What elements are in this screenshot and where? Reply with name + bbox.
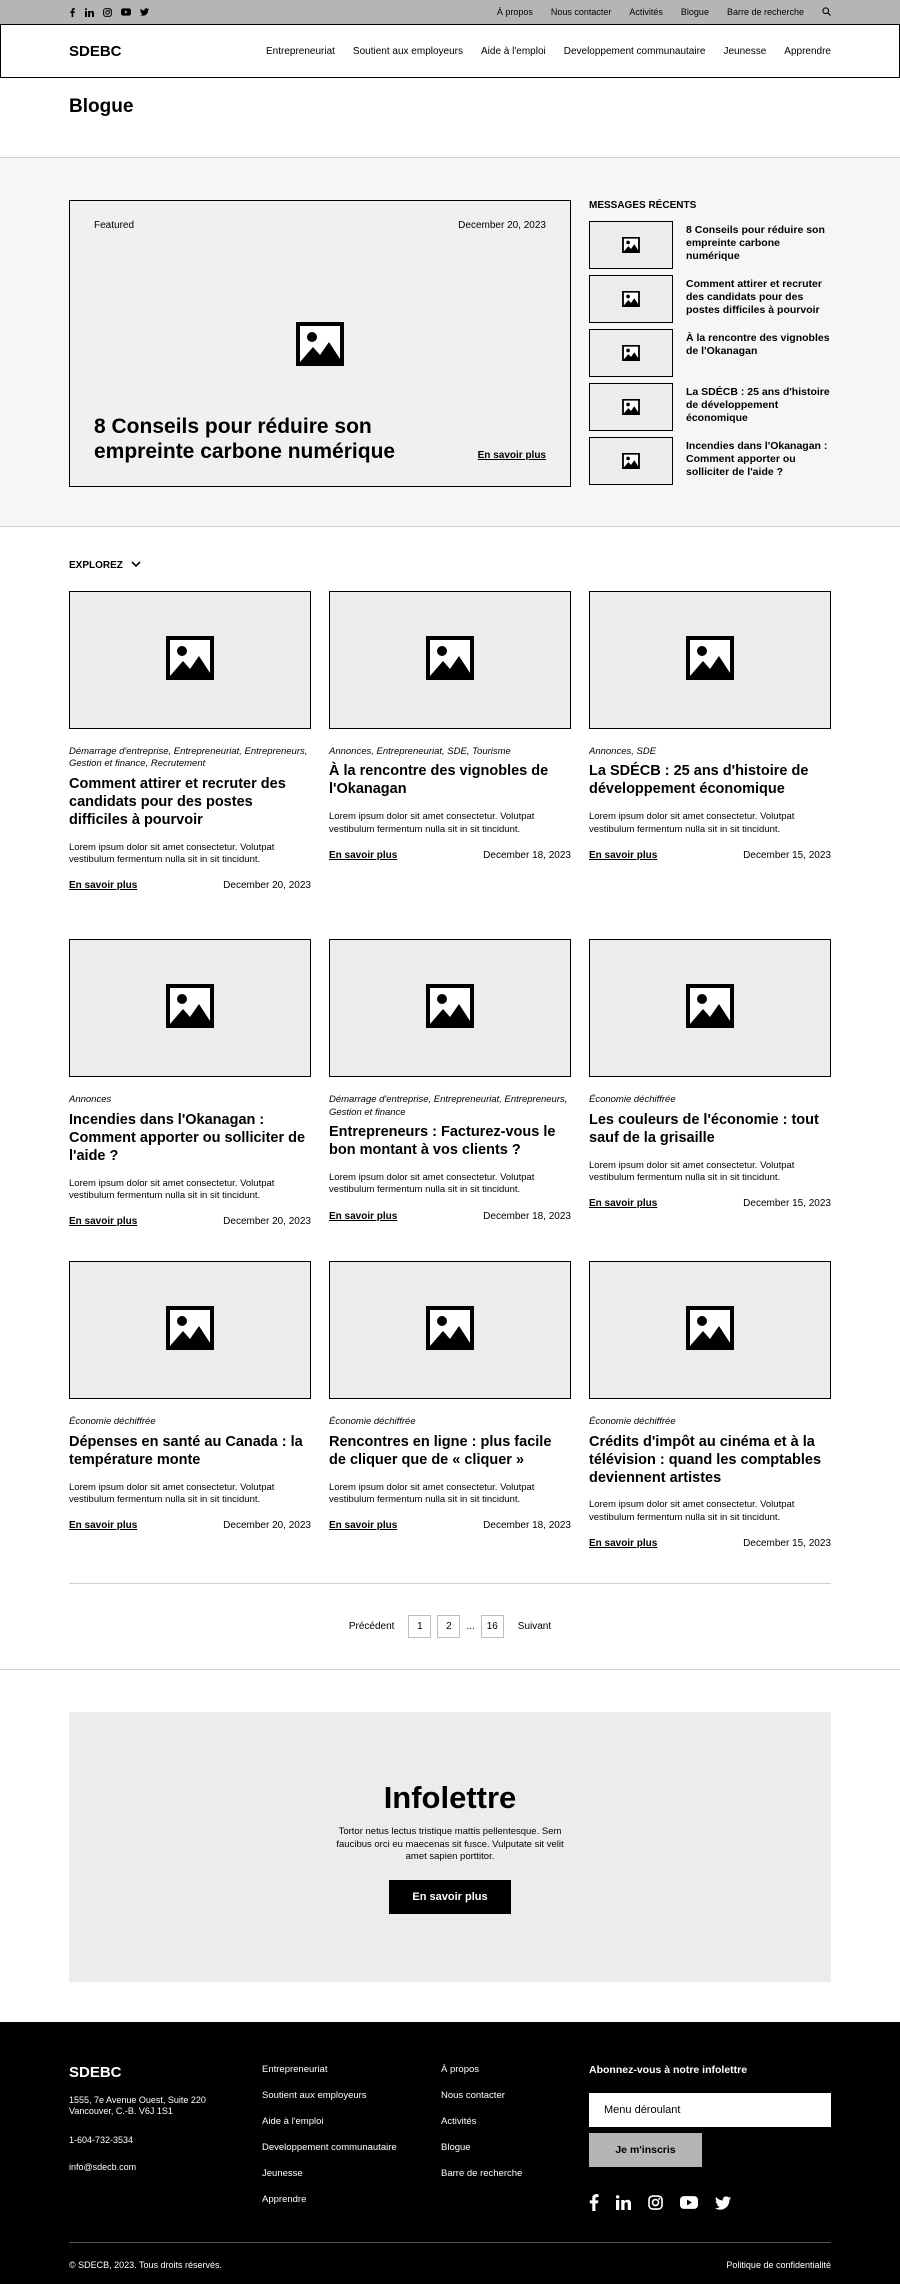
post-categories[interactable]: Économie déchiffrée [69,1416,156,1428]
post-date: December 18, 2023 [483,849,571,861]
post-categories[interactable]: Économie déchiffrée [589,1416,676,1428]
footer-contact [69,2064,219,2172]
pagination [0,1584,900,1670]
post-excerpt: Lorem ipsum dolor sit amet consectetur. Volutpat vestibulum fermentum nulla sit in sit tincidunt. [69,841,275,865]
post-date: December 15, 2023 [743,849,831,861]
image-placeholder-icon [589,329,673,377]
post-title[interactable]: Crédits d'impôt au cinéma et à la télévision : quand les comptables deviennent artistes [589,1433,822,1486]
explore-dropdown[interactable] [69,557,831,573]
recent-post-item[interactable] [589,221,831,269]
footer-copyright: © SDECB, 2023. Tous droits réservés. [69,2260,223,2271]
footer-link-developpement-communautaire[interactable]: Developpement communautaire [262,2142,397,2154]
explore-label: EXPLOREZ [69,559,123,571]
featured-title[interactable]: 8 Conseils pour réduire son empreinte carbone numérique [94,415,396,464]
post-read-more-link[interactable]: En savoir plus [589,1538,658,1550]
featured-date: December 20, 2023 [458,220,546,231]
footer-link-entrepreneuriat[interactable]: Entrepreneuriat [262,2064,328,2076]
featured-section [0,158,900,527]
post-read-more-link[interactable]: En savoir plus [329,1210,398,1222]
post-excerpt: Lorem ipsum dolor sit amet consectetur. Volutpat vestibulum fermentum nulla sit in sit tincidunt. [329,1481,535,1505]
instagram-icon[interactable] [103,8,112,17]
footer-link-blogue[interactable]: Blogue [441,2142,471,2154]
footer-phone[interactable]: 1-604-732-3534 [69,2134,134,2145]
footer-social-links [589,2194,831,2211]
post-title[interactable]: Entrepreneurs : Facturez-vous le bon montant à vos clients ? [329,1123,556,1158]
featured-post-card[interactable] [69,200,571,487]
page-title-section [0,78,900,158]
footer-subscribe [589,2064,831,2211]
post-date: December 15, 2023 [743,1198,831,1210]
image-placeholder-icon [589,221,673,269]
footer-link-nous-contacter[interactable]: Nous contacter [441,2090,505,2102]
featured-read-more-link[interactable]: En savoir plus [477,450,546,461]
post-read-more-link[interactable]: En savoir plus [329,849,398,861]
newsletter-text: Tortor netus lectus tristique mattis pellentesque. Sem faucibus orci eu maecenas sit fusce. Vulputate sit velit amet sapien porttitor. [336,1826,564,1862]
pagination-ellipsis: ... [466,1621,475,1633]
image-placeholder-icon [426,636,474,685]
post-card[interactable] [329,1261,571,1549]
post-read-more-link[interactable]: En savoir plus [329,1520,398,1532]
post-card[interactable] [69,1261,311,1549]
nav-item-aide-a-lemploi[interactable]: Aide à l'emploi [481,45,546,57]
nav-item-soutient-aux-employeurs[interactable]: Soutient aux employeurs [352,45,463,57]
nav-item-entrepreneuriat[interactable]: Entrepreneuriat [265,45,335,57]
recent-post-item[interactable] [589,329,831,377]
recent-post-item[interactable] [589,383,831,431]
post-read-more-link[interactable]: En savoir plus [69,1520,138,1532]
post-image[interactable] [329,591,571,729]
post-title[interactable]: Les couleurs de l'économie : tout sauf de la grisaille [589,1111,819,1146]
twitter-icon[interactable] [715,2196,731,2210]
site-logo[interactable]: SDEBC [69,42,122,60]
footer-link-aide-a-lemploi[interactable]: Aide à l'emploi [262,2116,324,2128]
pagination-page-1[interactable]: 1 [408,1615,431,1638]
top-link-blogue[interactable]: Blogue [680,7,709,17]
footer-link-barre-de-recherche[interactable]: Barre de recherche [441,2168,523,2180]
newsletter-box [69,1712,831,1982]
post-categories[interactable]: Annonces, SDE [589,746,657,757]
main-nav [266,46,831,57]
post-excerpt: Lorem ipsum dolor sit amet consectetur. Volutpat vestibulum fermentum nulla sit in sit tincidunt. [329,1171,535,1196]
post-image[interactable] [69,939,311,1077]
post-card[interactable] [69,939,311,1227]
post-categories[interactable]: Annonces [69,1094,112,1106]
recent-post-item[interactable] [589,275,831,323]
featured-tag: Featured [94,220,135,231]
youtube-icon[interactable] [121,8,131,16]
post-image[interactable] [329,939,571,1077]
post-title[interactable]: Rencontres en ligne : plus facile de cliquer que de « cliquer » [329,1433,552,1468]
post-image[interactable] [69,591,311,729]
image-placeholder-icon [166,984,214,1033]
image-placeholder-icon [166,1306,214,1355]
post-title[interactable]: La SDÉCB : 25 ans d'histoire de développement économique [589,763,809,798]
image-placeholder-icon [686,636,734,685]
post-title[interactable]: À la rencontre des vignobles de l'Okanagan [329,763,549,798]
image-placeholder-icon [589,437,673,485]
top-links [497,7,831,18]
top-link-a-propos[interactable]: À propos [496,7,533,17]
post-read-more-link[interactable]: En savoir plus [69,1216,138,1228]
post-excerpt: Lorem ipsum dolor sit amet consectetur. Volutpat vestibulum fermentum nulla sit in sit tincidunt. [589,811,795,835]
nav-item-developpement-communautaire[interactable]: Developpement communautaire [563,45,706,57]
posts-grid [69,591,831,1549]
post-card[interactable] [329,939,571,1227]
linkedin-icon[interactable] [85,8,94,17]
image-placeholder-icon [686,1306,734,1355]
image-placeholder-icon [426,1306,474,1355]
footer-dropdown-menu[interactable]: Menu déroulant [589,2093,831,2127]
page-title: Blogue [69,96,134,117]
recent-post-title[interactable]: Comment attirer et recruter des candidats pour des postes difficiles à pourvoir [686,278,822,316]
post-date: December 15, 2023 [743,1538,831,1550]
post-title[interactable]: Incendies dans l'Okanagan : Comment apporter ou solliciter de l'aide ? [69,1111,306,1164]
post-card[interactable] [69,591,311,891]
top-link-barre-de-recherche[interactable]: Barre de recherche [726,7,804,17]
post-card[interactable] [589,939,831,1227]
post-card[interactable] [589,591,831,891]
post-categories[interactable]: Économie déchiffrée [329,1416,416,1428]
post-excerpt: Lorem ipsum dolor sit amet consectetur. Volutpat vestibulum fermentum nulla sit in sit tincidunt. [69,1481,275,1505]
image-placeholder-icon [589,383,673,431]
footer-logo[interactable]: SDEBC [69,2064,122,2082]
post-card[interactable] [329,591,571,891]
recent-post-title[interactable]: Incendies dans l'Okanagan : Comment apporter ou solliciter de l'aide ? [686,440,828,478]
footer-subscribe-heading: Abonnez-vous à notre infolettre [589,2064,748,2077]
nav-item-jeunesse[interactable]: Jeunesse [723,45,767,57]
recent-post-title[interactable]: 8 Conseils pour réduire son empreinte carbone numérique [686,224,825,262]
top-link-activites[interactable]: Activités [629,7,663,17]
footer-link-activites[interactable]: Activités [441,2116,477,2128]
post-image[interactable] [329,1261,571,1399]
recent-post-item[interactable] [589,437,831,485]
post-categories[interactable]: Démarrage d'entreprise, Entrepreneuriat, Entrepreneurs, Gestion et finance [329,1094,568,1118]
footer-link-soutient-aux-employeurs[interactable]: Soutient aux employeurs [262,2090,367,2102]
image-placeholder-icon [686,984,734,1033]
post-image[interactable] [69,1261,311,1399]
youtube-icon[interactable] [680,2196,698,2209]
linkedin-icon[interactable] [616,2195,631,2210]
footer-email[interactable]: info@sdecb.com [69,2161,137,2172]
post-excerpt: Lorem ipsum dolor sit amet consectetur. Volutpat vestibulum fermentum nulla sit in sit tincidunt. [329,811,535,835]
instagram-icon[interactable] [648,2195,663,2210]
pagination-page-last[interactable]: 16 [481,1615,504,1638]
post-card[interactable] [589,1261,831,1549]
post-date: December 20, 2023 [223,1520,311,1532]
image-placeholder-icon [296,322,344,371]
footer-nav-info [441,2064,522,2194]
post-image[interactable] [589,939,831,1077]
newsletter-section [0,1670,900,2022]
search-icon[interactable] [822,7,831,18]
recent-posts [589,200,831,491]
post-image[interactable] [589,591,831,729]
footer-link-apprendre[interactable]: Apprendre [262,2194,307,2206]
post-categories[interactable]: Démarrage d'entreprise, Entrepreneuriat, Entrepreneurs, Gestion et finance, Recrutement [69,746,308,770]
post-read-more-link[interactable]: En savoir plus [69,880,138,892]
image-placeholder-icon [426,984,474,1033]
post-read-more-link[interactable]: En savoir plus [589,849,658,861]
site-footer [0,2022,900,2284]
top-social-links [69,8,149,17]
nav-item-apprendre[interactable]: Apprendre [784,45,831,57]
post-categories[interactable]: Annonces, Entrepreneuriat, SDE, Tourisme [329,746,511,757]
chevron-down-icon [131,560,141,571]
top-link-nous-contacter[interactable]: Nous contacter [550,7,612,17]
footer-address: 1555, 7e Avenue Ouest, Suite 220 Vancouver, C.-B. V6J 1S1 [69,2095,206,2117]
post-date: December 18, 2023 [483,1520,571,1532]
footer-link-a-propos[interactable]: À propos [441,2064,480,2076]
newsletter-title: Infolettre [383,1780,517,1816]
post-date: December 18, 2023 [483,1210,571,1222]
pagination-page-2[interactable]: 2 [437,1615,460,1638]
post-date: December 20, 2023 [223,1216,311,1228]
facebook-icon[interactable] [589,2194,599,2211]
post-categories[interactable]: Économie déchiffrée [589,1094,676,1106]
footer-privacy-link[interactable]: Politique de confidentialité [726,2260,831,2271]
pagination-next[interactable]: Suivant [517,1621,552,1633]
image-placeholder-icon [589,275,673,323]
pagination-prev[interactable]: Précédent [348,1621,395,1633]
recent-post-title[interactable]: À la rencontre des vignobles de l'Okanagan [686,332,830,357]
post-excerpt: Lorem ipsum dolor sit amet consectetur. Volutpat vestibulum fermentum nulla sit in sit tincidunt. [589,1499,795,1523]
site-header [0,24,900,78]
newsletter-button[interactable]: En savoir plus [389,1880,511,1914]
facebook-icon[interactable] [69,8,76,17]
explore-section [0,527,900,1549]
post-read-more-link[interactable]: En savoir plus [589,1198,658,1210]
image-placeholder-icon [166,636,214,685]
recent-posts-heading: MESSAGES RÉCENTS [589,200,697,211]
post-image[interactable] [589,1261,831,1399]
footer-link-jeunesse[interactable]: Jeunesse [262,2168,303,2180]
recent-post-title[interactable]: La SDÉCB : 25 ans d'histoire de développement économique [686,386,830,424]
post-title[interactable]: Comment attirer et recruter des candidats pour des postes difficiles à pourvoir [69,775,286,828]
post-title[interactable]: Dépenses en santé au Canada : la température monte [69,1433,303,1468]
top-bar [0,0,900,24]
post-excerpt: Lorem ipsum dolor sit amet consectetur. Volutpat vestibulum fermentum nulla sit in sit tincidunt. [69,1177,275,1201]
footer-subscribe-button[interactable]: Je m'inscris [589,2133,702,2167]
post-date: December 20, 2023 [223,880,311,892]
post-excerpt: Lorem ipsum dolor sit amet consectetur. Volutpat vestibulum fermentum nulla sit in sit tincidunt. [589,1159,795,1183]
twitter-icon[interactable] [140,8,149,16]
footer-nav-services [262,2064,397,2220]
